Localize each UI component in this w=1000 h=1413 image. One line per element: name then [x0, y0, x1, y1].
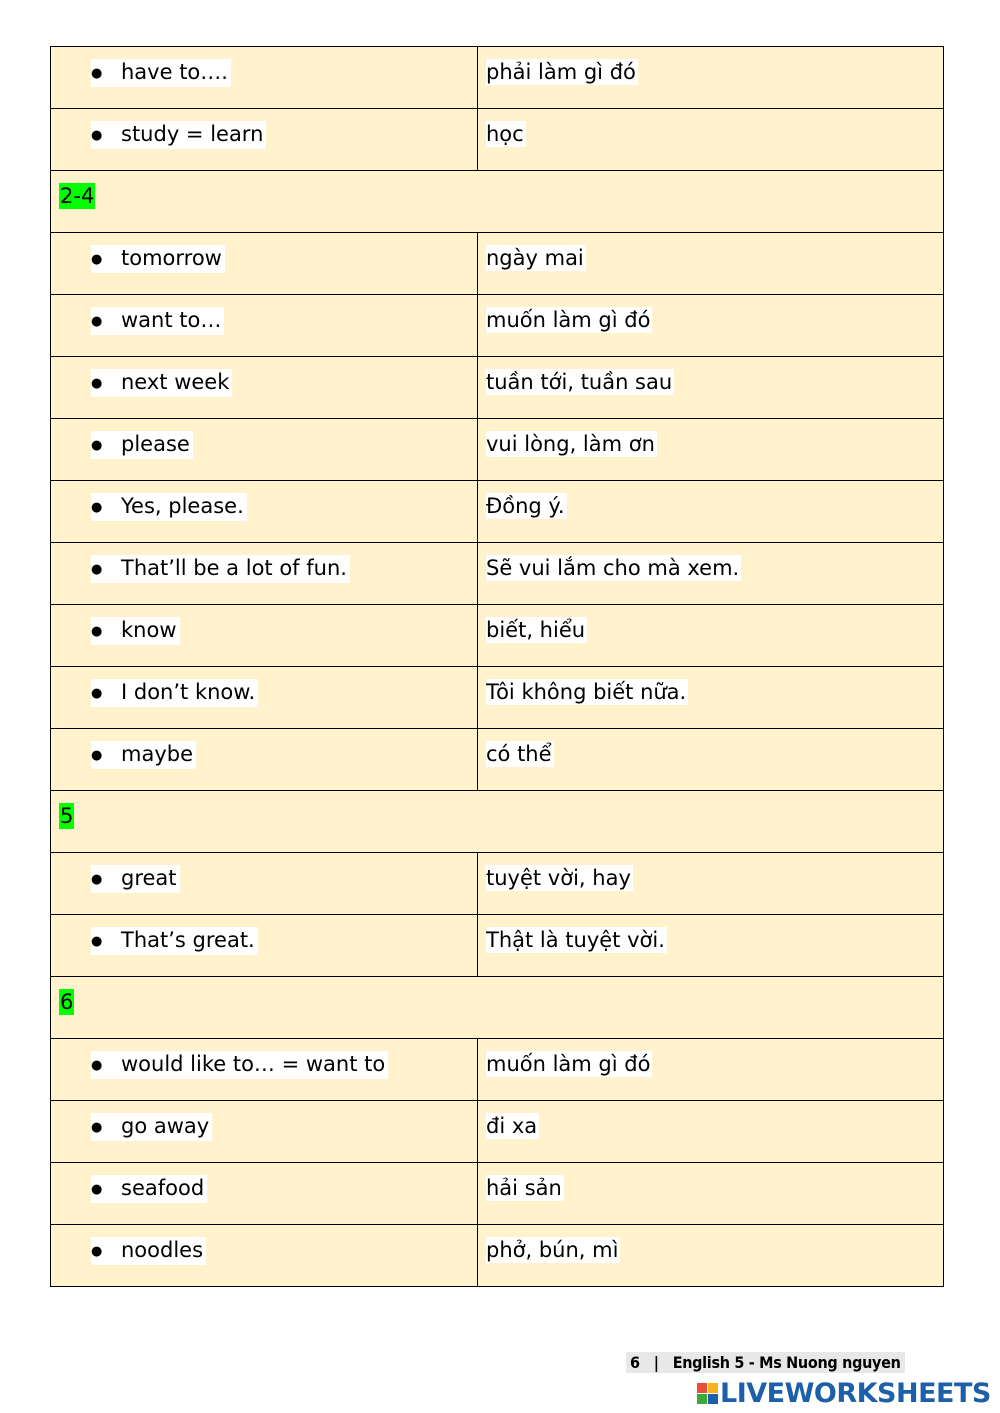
vietnamese-cell [478, 481, 944, 543]
section-cell [51, 171, 944, 233]
vietnamese-meaning: phải làm gì đó [486, 60, 636, 84]
vocabulary-table-body [51, 47, 944, 1287]
vietnamese-cell [478, 1039, 944, 1101]
vietnamese-meaning: đi xa [486, 1114, 538, 1138]
vietnamese-cell [478, 1163, 944, 1225]
bullet-icon: ● [91, 1120, 103, 1135]
bullet-icon: ● [91, 872, 103, 887]
english-term: That’s great. [121, 928, 255, 952]
vietnamese-meaning: phở, bún, mì [486, 1238, 619, 1262]
english-term: study = learn [121, 122, 264, 146]
vietnamese-meaning: biết, hiểu [486, 618, 586, 642]
english-term: want to… [121, 308, 222, 332]
bullet-icon: ● [91, 66, 103, 81]
english-cell [51, 915, 478, 977]
english-term-wrap [91, 59, 231, 87]
vietnamese-meaning: Sẽ vui lắm cho mà xem. [486, 556, 740, 580]
english-term: I don’t know. [121, 680, 256, 704]
page-footer [626, 1352, 905, 1373]
footer-separator: | [653, 1353, 659, 1372]
english-term: please [121, 432, 190, 456]
bullet-icon: ● [91, 686, 103, 701]
english-term-wrap [91, 555, 350, 583]
english-cell [51, 605, 478, 667]
vocab-row [51, 915, 944, 977]
english-term-wrap [91, 617, 180, 645]
english-term: great [121, 866, 177, 890]
vietnamese-meaning: hải sản [486, 1176, 562, 1200]
vietnamese-cell [478, 667, 944, 729]
english-cell [51, 109, 478, 171]
vietnamese-cell [478, 47, 944, 109]
vietnamese-meaning: Tôi không biết nữa. [486, 680, 687, 704]
vocab-row [51, 481, 944, 543]
english-term: Yes, please. [121, 494, 244, 518]
english-term: noodles [121, 1238, 204, 1262]
english-cell [51, 853, 478, 915]
english-cell [51, 729, 478, 791]
vocab-row [51, 109, 944, 171]
logo-text: LIVEWORKSHEETS [720, 1377, 991, 1409]
bullet-icon: ● [91, 438, 103, 453]
vocab-row [51, 853, 944, 915]
vietnamese-cell [478, 729, 944, 791]
english-term-wrap [91, 741, 196, 769]
section-label: 6 [60, 990, 74, 1014]
vietnamese-cell [478, 605, 944, 667]
english-term-wrap [91, 431, 193, 459]
section-label: 2-4 [60, 184, 95, 208]
english-term-wrap [91, 493, 247, 521]
vietnamese-meaning: có thể [486, 742, 552, 766]
english-cell [51, 1225, 478, 1287]
vietnamese-cell [478, 1101, 944, 1163]
english-term-wrap [91, 927, 258, 955]
logo-square-green [697, 1394, 707, 1404]
liveworksheets-logo-icon [697, 1383, 718, 1404]
english-cell [51, 481, 478, 543]
english-cell [51, 667, 478, 729]
bullet-icon: ● [91, 128, 103, 143]
english-term-wrap [91, 121, 266, 149]
section-row [51, 791, 944, 853]
section-cell [51, 977, 944, 1039]
bullet-icon: ● [91, 500, 103, 515]
bullet-icon: ● [91, 376, 103, 391]
english-term: next week [121, 370, 230, 394]
vietnamese-cell [478, 357, 944, 419]
vietnamese-meaning: tuần tới, tuần sau [486, 370, 673, 394]
vietnamese-cell [478, 853, 944, 915]
logo-square-red [697, 1383, 707, 1393]
english-term: maybe [121, 742, 194, 766]
logo-square-yellow [708, 1383, 718, 1393]
bullet-icon: ● [91, 252, 103, 267]
english-cell [51, 419, 478, 481]
footer-text: English 5 - Ms Nuong nguyen [672, 1353, 901, 1372]
english-term-wrap [91, 1051, 388, 1079]
vietnamese-cell [478, 109, 944, 171]
english-term-wrap [91, 1175, 207, 1203]
vietnamese-meaning: học [486, 122, 524, 146]
english-cell [51, 295, 478, 357]
english-term: know [121, 618, 177, 642]
english-term-wrap [91, 1237, 206, 1265]
english-term-wrap [91, 369, 232, 397]
english-term: seafood [121, 1176, 205, 1200]
vocab-row [51, 543, 944, 605]
vietnamese-cell [478, 543, 944, 605]
vocab-row [51, 667, 944, 729]
vocab-row [51, 605, 944, 667]
section-row [51, 171, 944, 233]
vocab-row [51, 1225, 944, 1287]
english-term-wrap [91, 865, 180, 893]
vietnamese-meaning: tuyệt vời, hay [486, 866, 631, 890]
bullet-icon: ● [91, 1058, 103, 1073]
vocab-row [51, 419, 944, 481]
english-term-wrap [91, 679, 258, 707]
english-cell [51, 47, 478, 109]
vocab-row [51, 233, 944, 295]
vietnamese-meaning: Đồng ý. [486, 494, 565, 518]
vocabulary-table [50, 46, 944, 1287]
vietnamese-cell [478, 1225, 944, 1287]
vocab-row [51, 1101, 944, 1163]
bullet-icon: ● [91, 934, 103, 949]
bullet-icon: ● [91, 314, 103, 329]
vocab-row [51, 47, 944, 109]
english-term-wrap [91, 307, 224, 335]
vietnamese-cell [478, 295, 944, 357]
english-cell [51, 233, 478, 295]
vietnamese-cell [478, 233, 944, 295]
english-cell [51, 1101, 478, 1163]
vietnamese-meaning: muốn làm gì đó [486, 308, 651, 332]
bullet-icon: ● [91, 1182, 103, 1197]
vietnamese-cell [478, 419, 944, 481]
vietnamese-meaning: ngày mai [486, 246, 584, 270]
english-term: That’ll be a lot of fun. [121, 556, 347, 580]
english-term: go away [121, 1114, 210, 1138]
vietnamese-meaning: muốn làm gì đó [486, 1052, 651, 1076]
english-cell [51, 1163, 478, 1225]
liveworksheets-logo[interactable] [697, 1376, 991, 1410]
english-term: would like to… = want to [121, 1052, 386, 1076]
section-row [51, 977, 944, 1039]
english-term-wrap [91, 245, 225, 273]
vocab-row [51, 729, 944, 791]
vocab-row [51, 1163, 944, 1225]
vietnamese-cell [478, 915, 944, 977]
english-cell [51, 1039, 478, 1101]
english-term: tomorrow [121, 246, 222, 270]
english-term-wrap [91, 1113, 212, 1141]
logo-square-blue [708, 1394, 718, 1404]
vocab-row [51, 295, 944, 357]
english-cell [51, 357, 478, 419]
bullet-icon: ● [91, 748, 103, 763]
vietnamese-meaning: Thật là tuyệt vời. [486, 928, 665, 952]
section-label: 5 [60, 804, 74, 828]
bullet-icon: ● [91, 624, 103, 639]
page-number: 6 [630, 1353, 640, 1372]
english-cell [51, 543, 478, 605]
bullet-icon: ● [91, 1244, 103, 1259]
bullet-icon: ● [91, 562, 103, 577]
section-cell [51, 791, 944, 853]
vocab-row [51, 357, 944, 419]
vocab-row [51, 1039, 944, 1101]
vietnamese-meaning: vui lòng, làm ơn [486, 432, 655, 456]
english-term: have to…. [121, 60, 228, 84]
